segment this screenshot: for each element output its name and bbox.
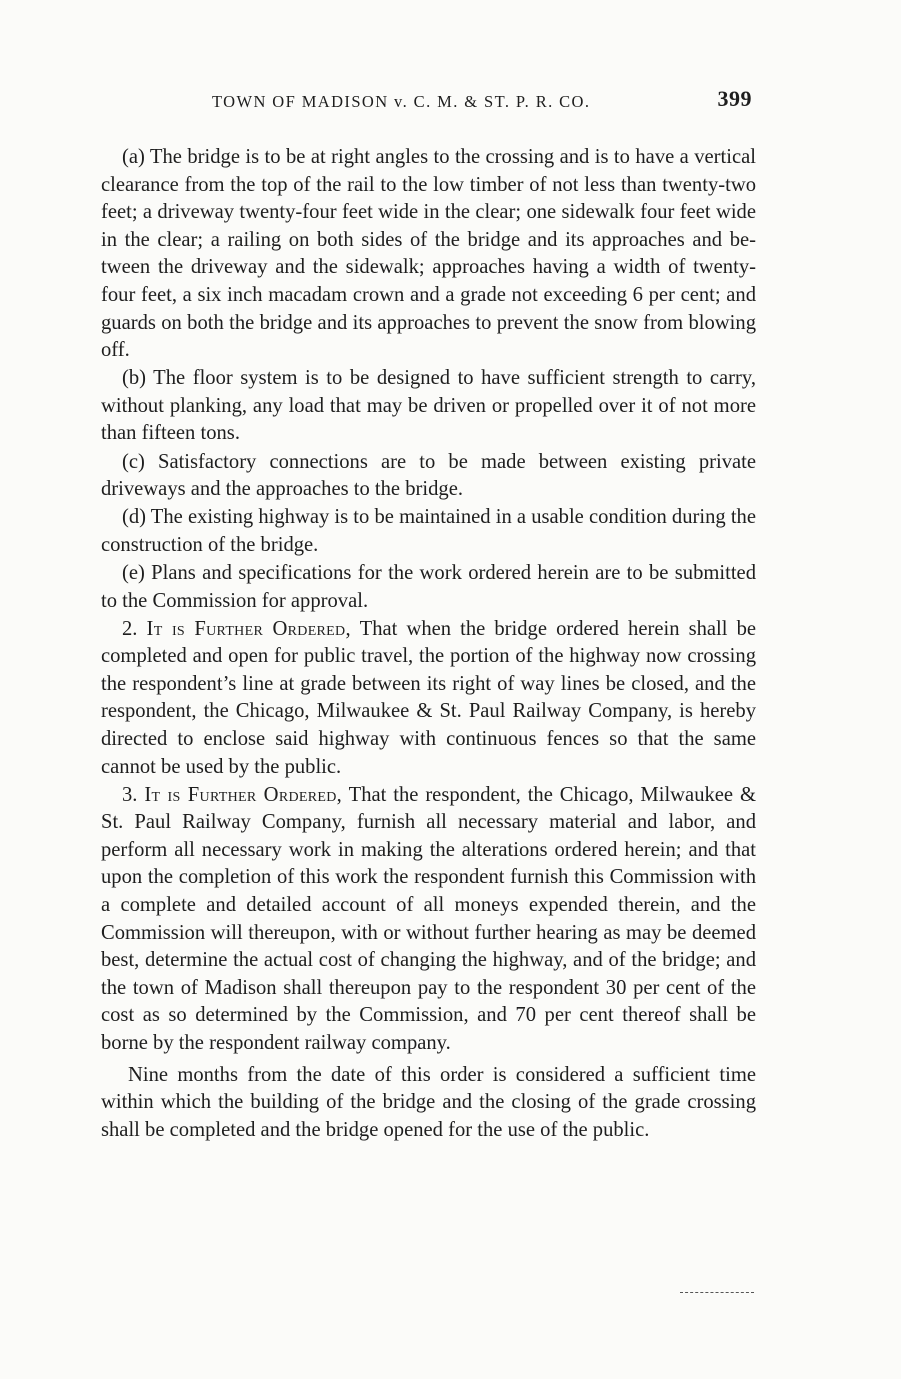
paragraph-e: (e) Plans and specifications for the work ordered herein are to be submitted to the Commission for approval. [101,561,756,612]
paragraph-c: (c) Satisfactory connections are to be made between existing private driveways and the approaches to the bridge. [101,450,756,501]
paragraph-d: (d) The existing highway is to be maintained in a usable condition during the construction of the bridge. [101,506,756,556]
body-text [101,144,756,1144]
paragraph-b: (b) The floor system is to be designed to have sufficient strength to carry, without planking, any load that may be driven or propelled over it of not more than fifteen tons. [101,367,756,445]
order-3-lead: It is Further Ordered, [144,783,343,806]
end-rule [680,1292,754,1293]
order-2-text: That when the bridge ordered herein shall be completed and open for public travel, the portion of the highway now crossing the respondent’s line at grade between its right of way lines be closed, and the respondent, the Chicago, Milwaukee & St. Paul Railway Company, is hereby directed to enclose said highway with continuous fences so that the same cannot be used by the public. [101,617,757,778]
order-2-number: 2. [122,617,138,640]
running-title: TOWN OF MADISON v. C. M. & ST. P. R. CO. [212,92,591,111]
order-2-lead: It is Further Ordered, [146,617,351,640]
final-paragraph: Nine months from the date of this order is considered a sufficient time within which the building of the bridge and the closing of the grade crossing shall be completed and the bridge opened for the use of the public. [101,1063,756,1141]
order-paragraph-2 [101,616,756,782]
page-number: 399 [717,86,752,111]
order-paragraph-3 [101,782,756,1058]
order-3-number: 3. [122,783,138,806]
paragraph-a: (a) The bridge is to be at right angles to the crossing and is to have a vertical clearance from the top of the rail to the low timber of not less than twenty-two feet; a driveway twenty-four feet wide in the clear; one sidewalk four feet wide in the clear; a railing on both sides of the bridge and its approaches and between the driveway and the sidewalk; approaches having a width of twenty-four feet, a six inch macadam crown and a grade not exceeding 6 per cent; and guards on both the bridge and its approaches to prevent the snow from blowing off. [101,146,756,362]
page-header [212,86,752,120]
order-3-text: That the respondent, the Chicago, Milwaukee & St. Paul Railway Company, furnish all necessary material and labor, and perform all necessary work in making the alterations ordered herein; and that upon the completion of this work the respondent furnish this Commission with a complete and detailed account of all moneys expended therein, and the Commission will thereupon, with or without further hearing as may be deemed best, determine the actual cost of changing the highway, and of the bridge; and the town of Madison shall thereupon pay to the respondent 30 per cent of the cost as so determined by the Commission, and 70 per cent thereof shall be borne by the respondent railway company. [101,783,756,1054]
